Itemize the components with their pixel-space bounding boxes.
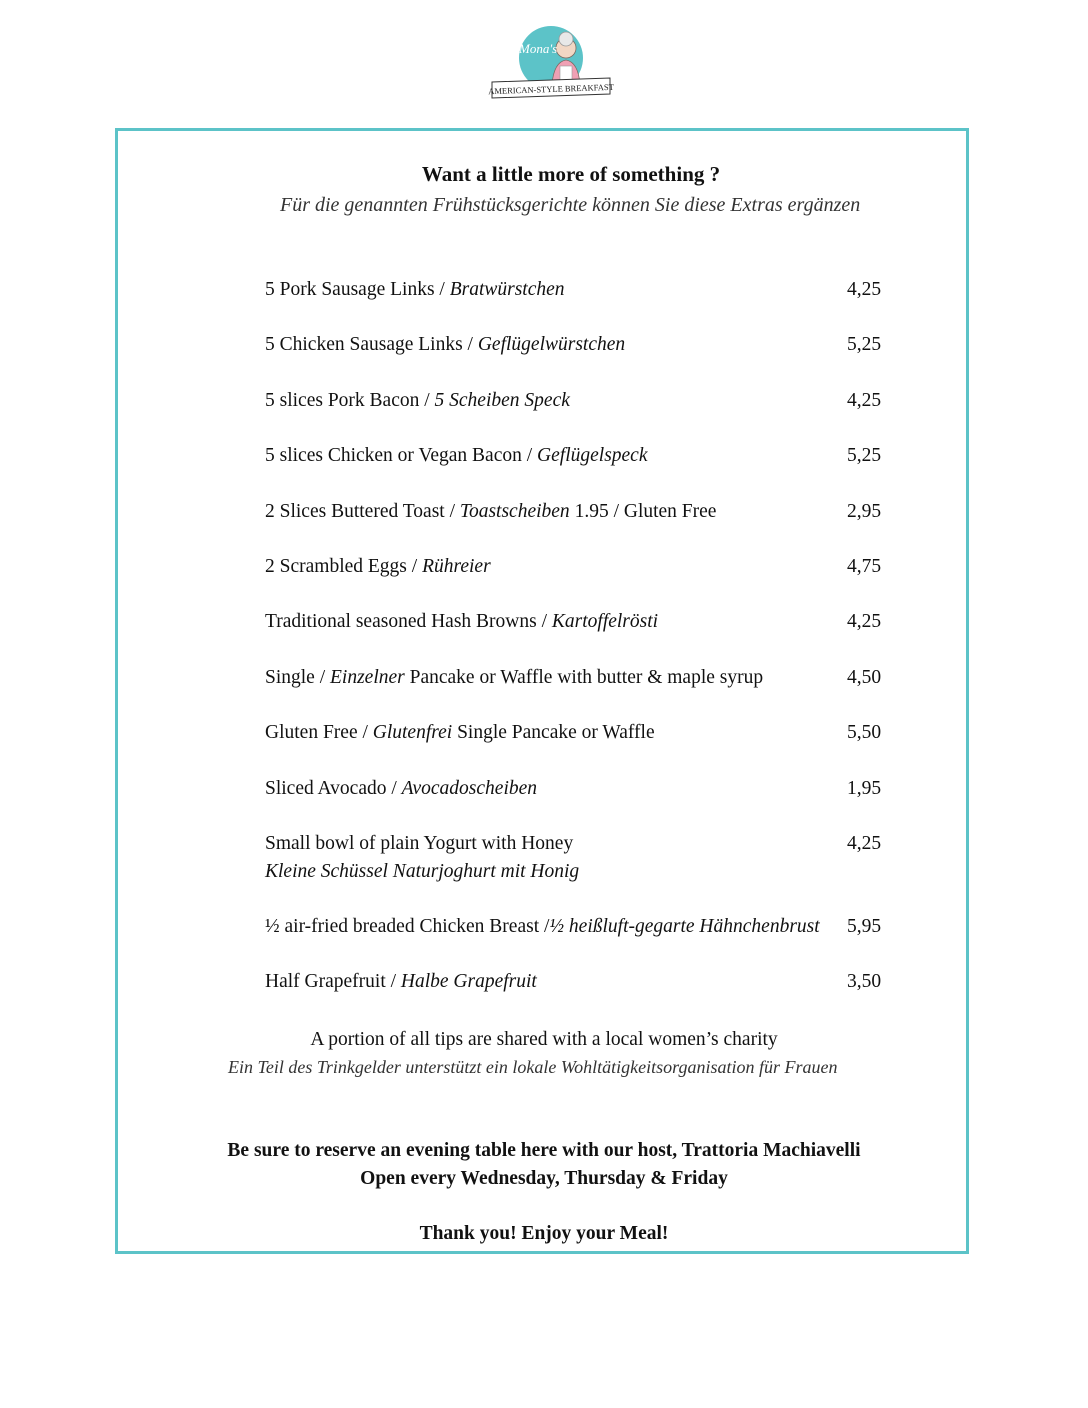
logo-name: Mona's	[519, 41, 558, 56]
logo-tagline: AMERICAN-STYLE BREAKFAST	[488, 81, 615, 97]
item-name-en: 5 Pork Sausage Links /	[265, 279, 450, 300]
page-title-text: Want a little more of something ?	[421, 162, 721, 186]
item-name-en: Gluten Free /	[265, 722, 373, 744]
menu-item	[265, 331, 885, 386]
item-name-de: Einzelner	[330, 666, 405, 688]
item-name-de: Kleine Schüssel Naturjoghurt mit Honig	[265, 860, 580, 882]
page-subtitle: Für die genannten Frühstücksgerichte können Sie diese Extras ergänzen	[280, 194, 861, 216]
item-price: 4,25	[847, 279, 882, 300]
charity-note	[0, 1026, 1088, 1054]
item-name	[265, 387, 570, 415]
menu-item	[265, 968, 885, 1023]
logo-graphic	[486, 24, 616, 104]
menu-item	[265, 442, 885, 497]
item-name	[265, 913, 820, 941]
logo-hair	[559, 32, 573, 46]
item-name	[265, 331, 625, 359]
item-price: 3,50	[847, 971, 882, 993]
opening-days: Open every Wednesday, Thursday & Friday	[360, 1168, 728, 1189]
item-name-de: Glutenfrei	[372, 722, 453, 744]
item-name	[265, 968, 537, 996]
item-price: 4,25	[847, 611, 882, 633]
thank-you-note: Thank you! Enjoy your Meal!	[419, 1223, 669, 1244]
item-name-en: 5 slices Pork Bacon /	[265, 389, 435, 411]
item-name	[265, 442, 648, 470]
item-price: 2,95	[847, 500, 882, 522]
item-name-de: Geflügelspeck	[537, 445, 648, 467]
item-name-en: 2 Slices Buttered Toast /	[265, 500, 460, 522]
item-name	[265, 553, 491, 581]
menu-item	[265, 276, 885, 331]
item-name-de: Toastscheiben	[459, 500, 570, 522]
item-price: 5,25	[847, 334, 882, 356]
item-price: 4,75	[847, 555, 882, 577]
restaurant-logo	[486, 24, 616, 104]
menu-item	[265, 913, 885, 968]
item-name-en: Small bowl of plain Yogurt with Honey	[265, 832, 574, 854]
menu-item	[265, 608, 885, 663]
item-name	[265, 608, 658, 636]
menu-item	[265, 830, 885, 913]
item-price: 4,50	[847, 666, 882, 688]
item-name-en: Half Grapefruit /	[265, 971, 401, 993]
reservation-line: Be sure to reserve an evening table here with our host, Trattoria Machiavelli	[227, 1140, 861, 1161]
item-price: 4,25	[847, 832, 882, 854]
menu-item	[265, 553, 885, 608]
item-name	[265, 498, 716, 526]
item-name-de: Rühreier	[422, 555, 491, 577]
reservation-note	[0, 1137, 1088, 1193]
item-name-en: ½ air-fried breaded Chicken Breast /	[265, 915, 550, 937]
item-name-en: Sliced Avocado /	[265, 777, 402, 799]
item-price: 4,25	[847, 389, 882, 411]
menu-item	[265, 664, 885, 719]
item-name	[265, 830, 579, 886]
item-name-en: Single /	[265, 666, 331, 688]
item-name-de: Kartoffelrösti	[551, 611, 659, 633]
extras-list	[265, 276, 885, 1024]
item-name	[265, 775, 537, 803]
item-name-extra: 1.95 / Gluten Free	[569, 500, 717, 522]
item-price: 5,50	[847, 722, 882, 744]
item-price: 5,25	[847, 445, 882, 467]
menu-item	[265, 387, 885, 442]
item-name-de: Avocadoscheiben	[401, 777, 538, 799]
item-name-extra: Single Pancake or Waffle	[452, 722, 655, 744]
item-name-en: Traditional seasoned Hash Browns /	[265, 611, 552, 633]
item-name	[265, 719, 655, 747]
item-name-en: 5 Chicken Sausage Links /	[265, 334, 478, 356]
charity-note-de: Ein Teil des Trinkgelder unterstützt ein lokale Wohltätigkeitsorganisation für Frauen	[228, 1057, 838, 1077]
charity-note-en: A portion of all tips are shared with a local women’s charity	[310, 1029, 778, 1050]
item-name-de: Halbe Grapefruit	[400, 971, 537, 993]
item-name-de: Bratwürstchen	[449, 279, 565, 300]
item-price: 1,95	[847, 777, 882, 799]
menu-item	[265, 719, 885, 774]
item-name-en: 2 Scrambled Eggs /	[265, 555, 423, 577]
item-name-de: Geflügelwürstchen	[477, 334, 626, 356]
item-name-de: ½ heißluft-gegarte Hähnchenbrust	[549, 915, 820, 937]
item-name-extra: Pancake or Waffle with butter & maple syrup	[404, 666, 764, 688]
item-price: 5,95	[847, 915, 882, 937]
menu-item	[265, 498, 885, 553]
menu-item	[265, 775, 885, 830]
page-title	[0, 160, 1088, 188]
item-name	[265, 664, 763, 692]
item-name-en: 5 slices Chicken or Vegan Bacon /	[265, 445, 538, 467]
item-name	[265, 276, 565, 304]
item-name-de: 5 Scheiben Speck	[434, 389, 570, 411]
